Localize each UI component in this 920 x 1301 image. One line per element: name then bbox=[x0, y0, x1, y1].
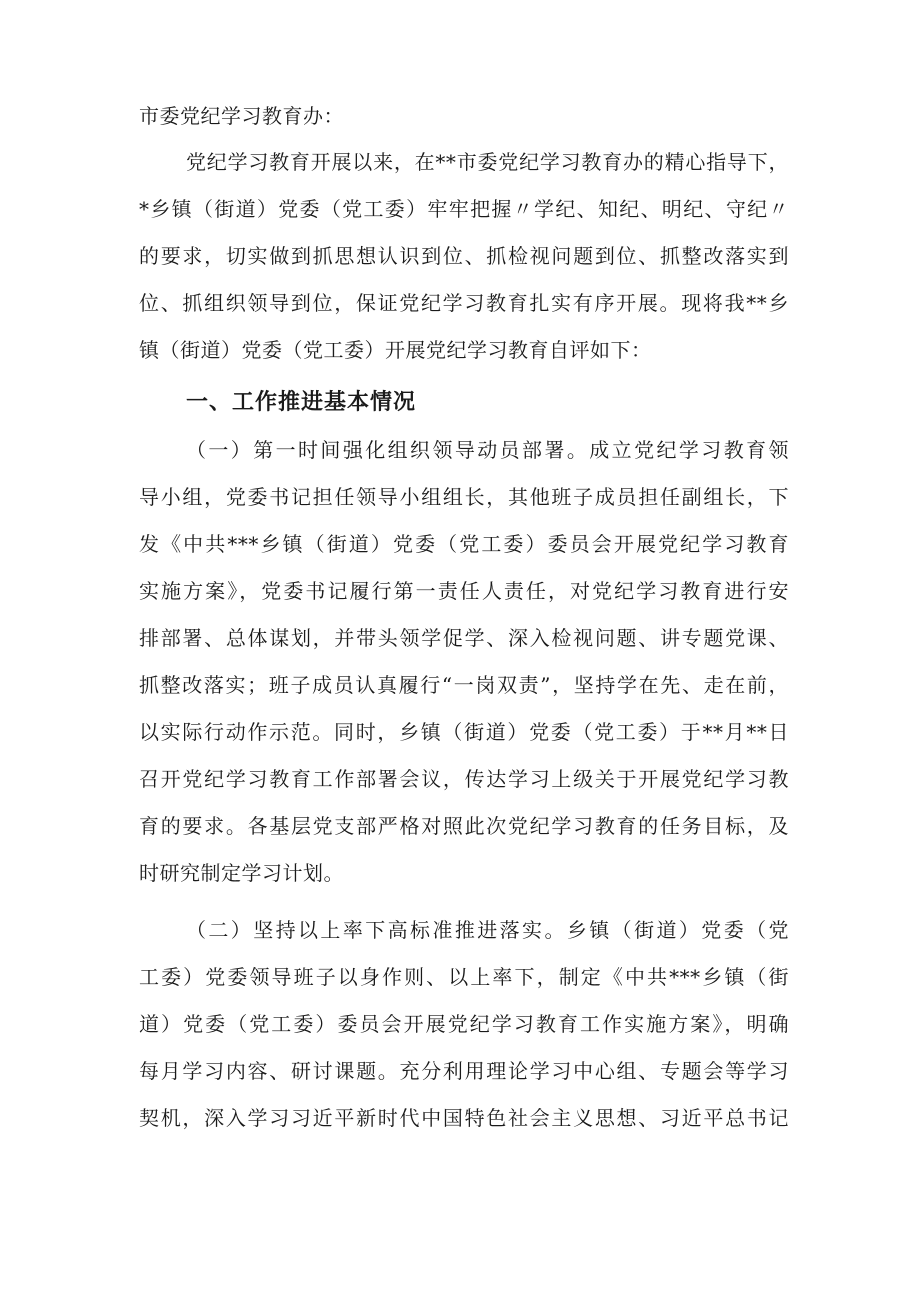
item-2-line: 道）党委（党工委）委员会开展党纪学习教育工作实施方案》，明确 bbox=[139, 1012, 789, 1036]
item-1-line: 排部署、总体谋划，并带头领学促学、深入检视问题、讲专题党课、 bbox=[139, 626, 789, 650]
item-2-line: 工委）党委领导班子以身作则、以上率下，制定《中共***乡镇（街 bbox=[139, 965, 789, 989]
item-1-line: 实施方案》，党委书记履行第一责任人责任，对党纪学习教育进行安 bbox=[139, 579, 789, 603]
item-1-line: 召开党纪学习教育工作部署会议，传达学习上级关于开展党纪学习教 bbox=[139, 767, 789, 791]
intro-line: 镇（街道）党委（党工委）开展党纪学习教育自评如下： bbox=[139, 338, 652, 362]
item-1-line: 导小组，党委书记担任领导小组组长，其他班子成员担任副组长，下 bbox=[139, 485, 789, 509]
item-1-line: 时研究制定学习计划。 bbox=[139, 861, 344, 885]
intro-line: *乡镇（街道）党委（党工委）牢牢把握〃学纪、知纪、明纪、守纪〃 bbox=[139, 197, 789, 221]
intro-line: 党纪学习教育开展以来，在**市委党纪学习教育办的精心指导下， bbox=[186, 150, 789, 174]
item-2-line: 契机，深入学习习近平新时代中国特色社会主义思想、习近平总书记 bbox=[139, 1106, 789, 1130]
intro-line: 的要求，切实做到抓思想认识到位、抓检视问题到位、抓整改落实到 bbox=[139, 244, 789, 268]
item-1-line: 以实际行动作示范。同时，乡镇（街道）党委（党工委）于**月**日 bbox=[139, 720, 789, 744]
salutation: 市委党纪学习教育办： bbox=[139, 104, 344, 128]
item-2-line: （二）坚持以上率下高标准推进落实。乡镇（街道）党委（党 bbox=[186, 918, 789, 942]
item-1-line: （一）第一时间强化组织领导动员部署。成立党纪学习教育领 bbox=[186, 438, 789, 462]
section-heading: 一、工作推进基本情况 bbox=[186, 390, 417, 415]
item-2-line: 每月学习内容、研讨课题。充分利用理论学习中心组、专题会等学习 bbox=[139, 1059, 789, 1083]
item-1-line: 育的要求。各基层党支部严格对照此次党纪学习教育的任务目标，及 bbox=[139, 814, 789, 838]
intro-line: 位、抓组织领导到位，保证党纪学习教育扎实有序开展。现将我**乡 bbox=[139, 291, 789, 315]
item-1-line: 发《中共***乡镇（街道）党委（党工委）委员会开展党纪学习教育 bbox=[139, 532, 789, 556]
item-1-line: 抓整改落实；班子成员认真履行“一岗双责”，坚持学在先、走在前， bbox=[139, 673, 789, 697]
